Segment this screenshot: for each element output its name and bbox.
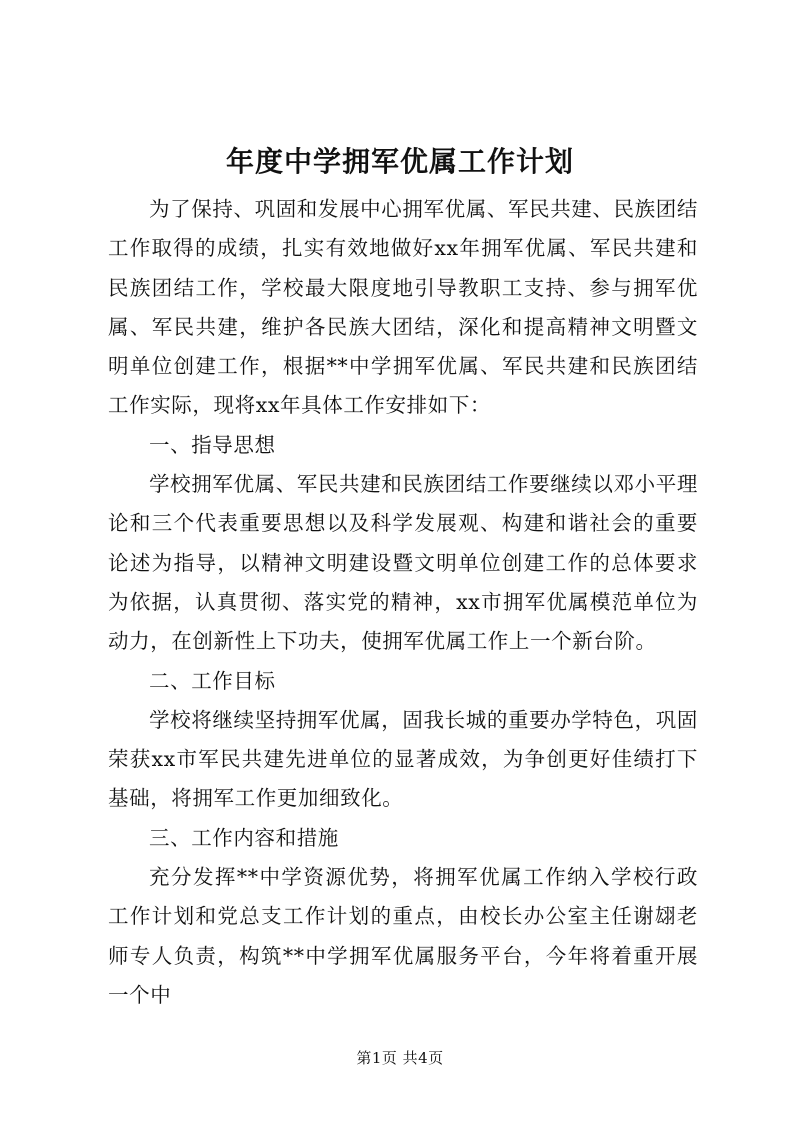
- section-text-content-measures: 充分发挥**中学资源优势，将拥军优属工作纳入学校行政工作计划和党总支工作计划的重点，由校长办公室主任谢翃老师专人负责，构筑**中学拥军优属服务平台，今年将着重开展一个中: [108, 865, 698, 1007]
- section-text-guiding-thought: 学校拥军优属、军民共建和民族团结工作要继续以邓小平理论和三个代表重要思想以及科学发展观、构建和谐社会的重要论述为指导，以精神文明建设暨文明单位创建工作的总体要求为依据，认真贯彻、落实党的精神，xx市拥军优属模范单位为动力，在创新性上下功夫，使拥军优属工作上一个新台阶。: [108, 472, 698, 654]
- page-number-footer: 第1页 共4页: [356, 1049, 444, 1067]
- section-heading-content-measures: 三、工作内容和措施: [149, 825, 339, 850]
- document-title: 年度中学拥军优属工作计划: [225, 145, 574, 178]
- intro-paragraph: 为了保持、巩固和发展中心拥军优属、军民共建、民族团结工作取得的成绩，扎实有效地做好xx年拥军优属、军民共建和民族团结工作，学校最大限度地引导教职工支持、参与拥军优属、军民共建，维护各民族大团结，深化和提高精神文明暨文明单位创建工作，根据**中学拥军优属、军民共建和民族团结工作实际，现将xx年具体工作安排如下：: [108, 197, 698, 418]
- section-heading-work-goals: 二、工作目标: [149, 668, 276, 693]
- section-heading-guiding-thought: 一、指导思想: [149, 432, 276, 457]
- document-body: [108, 190, 698, 1015]
- section-text-work-goals: 学校将继续坚持拥军优属，固我长城的重要办学特色，巩固荣获xx市军民共建先进单位的显著成效，为争创更好佳绩打下基础，将拥军工作更加细致化。: [108, 707, 698, 811]
